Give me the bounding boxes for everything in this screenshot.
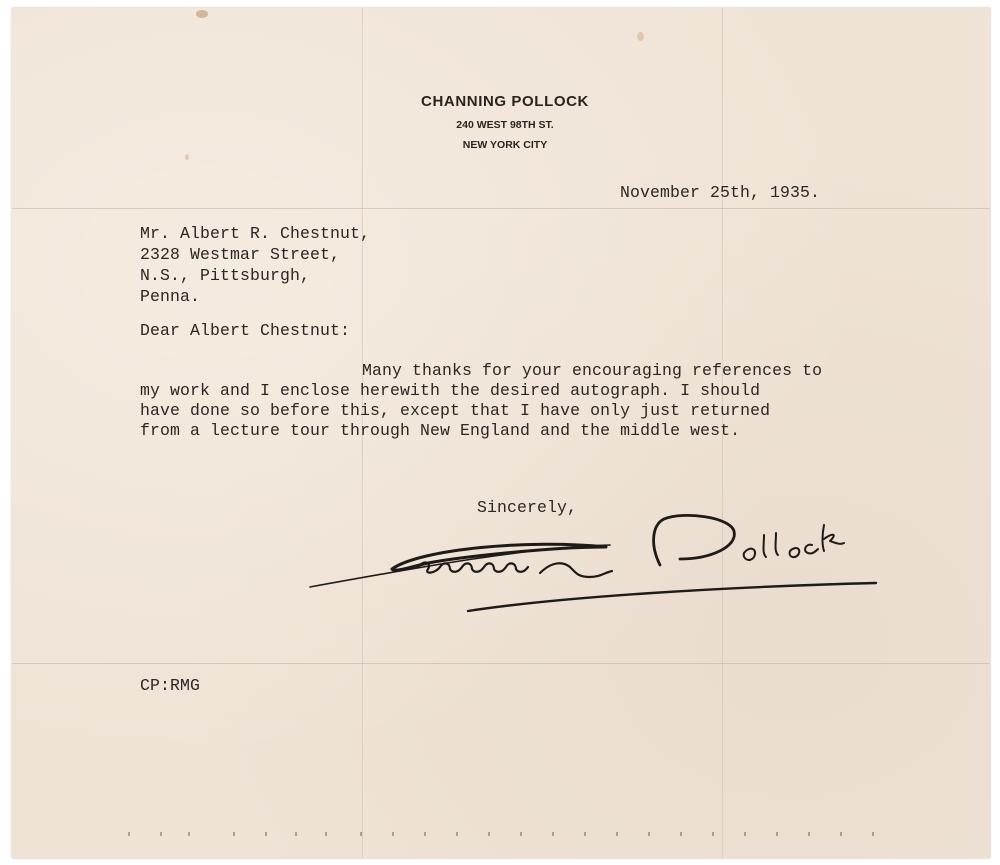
letterhead-city: NEW YORK CITY [462,139,548,151]
perforation-mark [776,832,778,836]
body-line: Many thanks for your encouraging references to [362,361,823,380]
fold-crease [12,663,990,664]
body-line: my work and I enclose herewith the desired autograph. I should [140,381,761,400]
letterhead-address: 240 WEST 98TH ST. [456,119,554,131]
recipient-line: Penna. [140,287,201,306]
perforation-mark [160,832,162,836]
perforation-mark [648,832,650,836]
perforation-mark [488,832,490,836]
perforation-mark [840,832,842,836]
paper-stain [185,154,189,160]
letter-date: November 25th, 1935. [620,183,821,202]
perforation-mark [808,832,810,836]
perforation-mark [360,832,362,836]
body-line: have done so before this, except that I have only just returned [140,401,771,420]
perforation-mark [680,832,682,836]
recipient-line: 2328 Westmar Street, [140,245,341,264]
perforation-mark [456,832,458,836]
salutation: Dear Albert Chestnut: [140,321,351,340]
perforation-mark [128,832,130,836]
perforation-mark [744,832,746,836]
paper-stain [637,32,644,41]
perforation-mark [520,832,522,836]
typist-initials: CP:RMG [140,676,201,695]
perforation-mark [233,832,235,836]
perforation-mark [584,832,586,836]
fold-crease [12,208,990,209]
perforation-mark [552,832,554,836]
recipient-line: Mr. Albert R. Chestnut, [140,224,371,243]
perforation-mark [616,832,618,836]
perforation-mark [295,832,297,836]
perforation-mark [265,832,267,836]
perforation-mark [188,832,190,836]
paper-stain [196,10,208,18]
closing: Sincerely, [477,498,578,517]
perforation-mark [712,832,714,836]
letterhead-name: CHANNING POLLOCK [421,93,589,110]
perforation-mark [872,832,874,836]
perforation-mark [325,832,327,836]
perforation-mark [424,832,426,836]
signature [300,505,890,620]
body-line: from a lecture tour through New England and the middle west. [140,421,741,440]
perforation-mark [392,832,394,836]
recipient-line: N.S., Pittsburgh, [140,266,311,285]
